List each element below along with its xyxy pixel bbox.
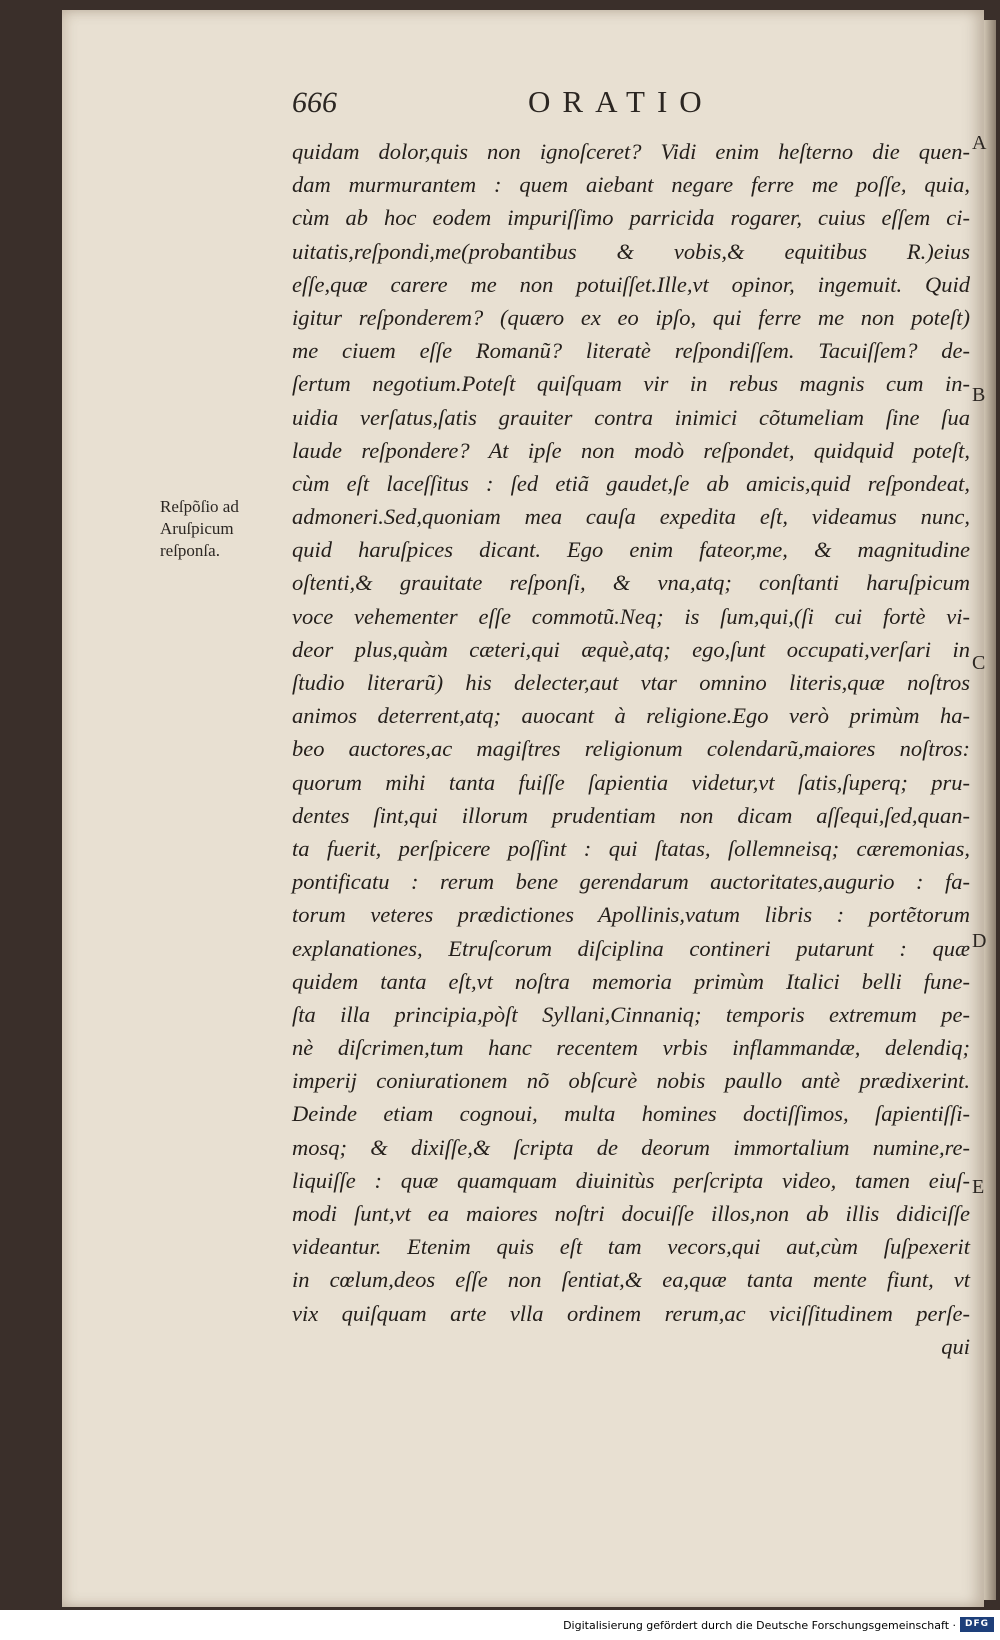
page-number: 666 — [292, 86, 337, 119]
page-header — [292, 86, 932, 134]
dfg-logo: DFG — [960, 1617, 994, 1632]
text-line: laude reſpondere? At ipſe non modò reſpondet, quidquid poteſt, — [292, 437, 970, 463]
text-line: voce vehementer eſſe commotũ.Neq; is ſum,qui,(ſi cui fortè vi- — [292, 603, 970, 629]
text-line: uidia verſatus,ſatis grauiter contra inimici cõtumeliam ſine ſua — [292, 404, 970, 430]
text-line: torum veteres prædictiones Apollinis,vatum libris : portẽtorum — [292, 902, 970, 928]
text-line: eſſe,quæ carere me non potuiſſet.Ille,vt opinor, ingemuit. Quid — [292, 271, 970, 297]
text-line: imperij coniurationem nõ obſcurè nobis paullo antè prædixerint. — [292, 1068, 970, 1094]
body-text — [292, 135, 970, 1363]
text-line: me ciuem eſſe Romanũ? literatè reſpondiſſem. Tacuiſſem? de- — [292, 338, 970, 364]
page-edge — [984, 20, 996, 1600]
footer — [0, 1612, 1000, 1640]
text-line: explanationes, Etruſcorum diſciplina contineri putarunt : quæ — [292, 935, 970, 961]
text-line: modi ſunt,vt ea maiores noſtri docuiſſe illos,non ab illis didiciſſe — [292, 1201, 970, 1226]
running-title: ORATIO — [528, 84, 714, 119]
section-letter-d: D — [972, 930, 987, 952]
text-line: cùm eſt laceſſitus : ſed etiã gaudet,ſe ab amicis,quid reſpondeat, — [292, 470, 970, 496]
section-letter-e: E — [972, 1176, 985, 1198]
text-line: deor plus,quàm cæteri,qui æquè,atq; ego,ſunt occupati,verſari in — [292, 636, 970, 662]
text-line: mosq; & dixiſſe,& ſcripta de deorum immortalium numine,re- — [292, 1134, 970, 1160]
text-line: quidam dolor,quis non ignoſceret? Vidi enim heſterno die quen- — [292, 139, 970, 164]
text-line: dam murmurantem : quem aiebant negare ferre me poſſe, quia, — [292, 172, 970, 198]
catchword: qui — [941, 1333, 970, 1359]
section-letter-a: A — [972, 132, 987, 154]
text-line: nè diſcrimen,tum hanc recentem vrbis inflammandæ, delendiq; — [292, 1035, 970, 1061]
text-line: oſtenti,& grauitate reſponſi, & vna,atq; conſtanti haruſpicum — [292, 570, 970, 596]
text-line: beo auctores,ac magiſtres religionum colendarũ,maiores noſtros: — [292, 736, 970, 762]
text-line: vix quiſquam arte vlla ordinem rerum,ac viciſſitudinem perſe- — [292, 1300, 970, 1326]
margin-note-line: Reſpõſio ad — [160, 497, 239, 516]
text-line: ſta illa principia,pòſt Syllani,Cinnaniq; temporis extremum pe- — [292, 1001, 970, 1027]
funding-notice: Digitalisierung gefördert durch die Deutsche Forschungsgemeinschaft · — [563, 1619, 956, 1632]
text-line: ta fuerit, perſpicere poſſint : qui ſtatas, ſollemneisq; cæremonias, — [292, 835, 970, 861]
text-line: videantur. Etenim quis eſt tam vecors,qui aut,cùm ſuſpexerit — [292, 1234, 970, 1260]
section-letter-c: C — [972, 652, 986, 674]
text-line: Deinde etiam cognoui, multa homines doctiſſimos, ſapientiſſi- — [292, 1101, 970, 1127]
margin-note — [160, 496, 284, 562]
text-line: admoneri.Sed,quoniam mea cauſa expedita eſt, videamus nunc, — [292, 504, 970, 530]
text-line: animos deterrent,atq; auocant à religione.Ego verò primùm ha- — [292, 703, 970, 729]
section-letter-b: B — [972, 384, 986, 406]
text-line: cùm ab hoc eodem impuriſſimo parricida rogarer, cuius eſſem ci- — [292, 205, 970, 231]
text-line: dentes ſint,qui illorum prudentiam non dicam aſſequi,ſed,quan- — [292, 802, 970, 828]
text-line: ſtudio literarũ) his delecter,aut vtar omnino literis,quæ noſtros — [292, 670, 970, 695]
text-line: liquiſſe : quæ quamquam diuinitùs perſcripta video, tamen eiuſ- — [292, 1167, 970, 1193]
text-line: quorum mihi tanta fuiſſe ſapientia videtur,vt ſatis,ſuperq; pru- — [292, 769, 970, 795]
margin-note-line: reſponſa. — [160, 541, 220, 560]
text-line: ſertum negotium.Poteſt quiſquam vir in rebus magnis cum in- — [292, 371, 970, 397]
text-line: pontificatu : rerum bene gerendarum auctoritates,augurio : fa- — [292, 869, 970, 895]
text-line: quid haruſpices dicant. Ego enim fateor,me, & magnitudine — [292, 537, 970, 563]
text-line: igitur reſponderem? (quæro ex eo ipſo, qui ferre me non poteſt) — [292, 304, 970, 330]
text-line: uitatis,reſpondi,me(probantibus & vobis,& equitibus R.)eius — [292, 238, 970, 264]
margin-note-line: Aruſpicum — [160, 519, 234, 538]
text-line: quidem tanta eſt,vt noſtra memoria primùm Italici belli fune- — [292, 968, 970, 994]
text-line: in cœlum,deos eſſe non ſentiat,& ea,quæ tanta mente fiunt, vt — [292, 1267, 970, 1293]
